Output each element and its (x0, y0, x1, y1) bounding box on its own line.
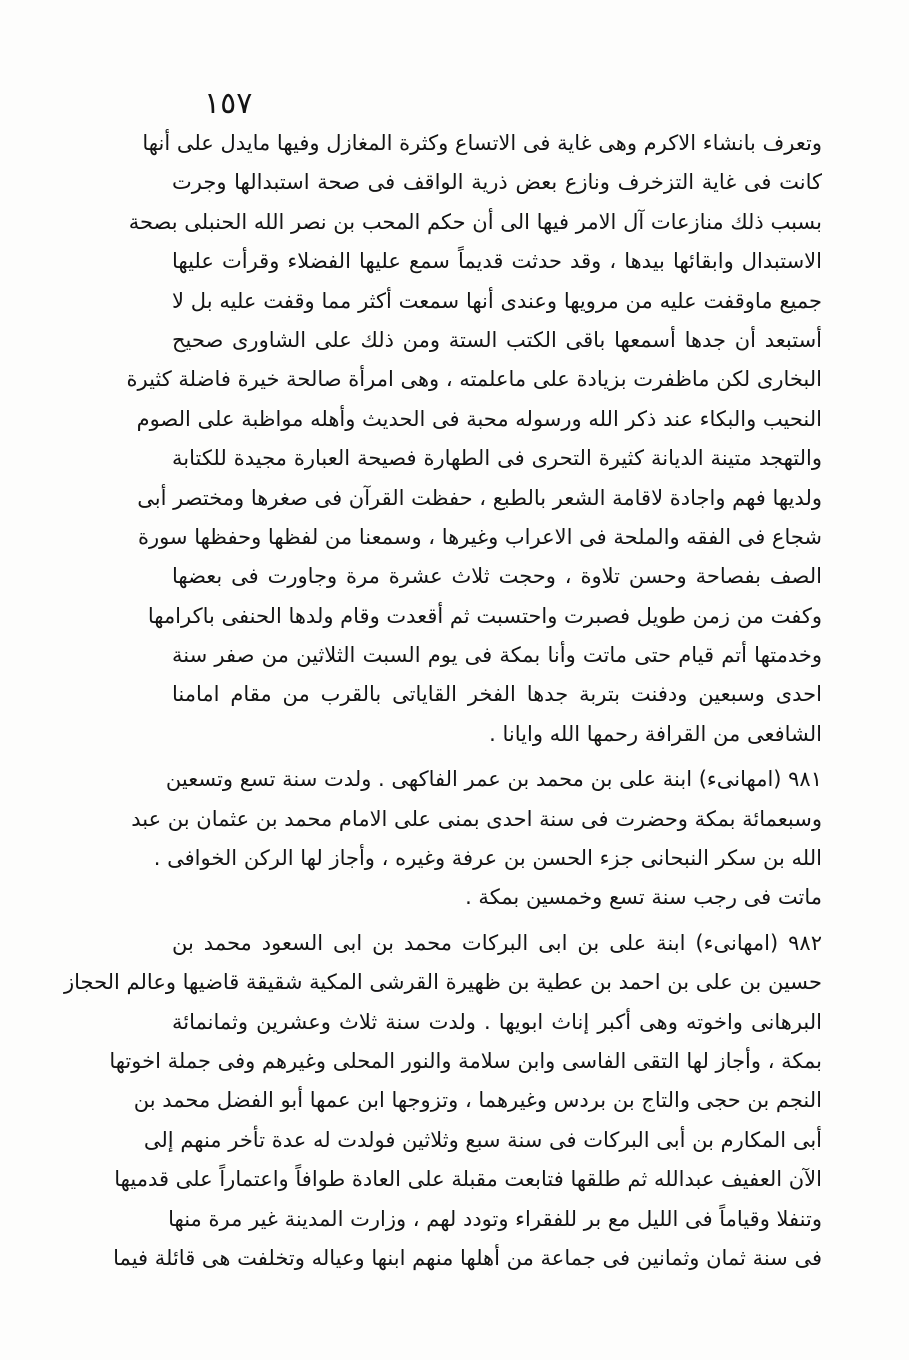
text-line: وخدمتها أتم قيام حتى ماتت وأنا بمكة فى يوم السبت الثلاثين من صفر سنة (172, 643, 822, 668)
text-line: حسين بن على بن احمد بن عطية بن ظهيرة القرشى المكية شقيقة قاضيها وعالم الحجاز (63, 970, 822, 995)
text-line: كانت فى غاية التزخرف ونازع بعض ذرية الواقف فى صحة استبدالها وجرت (172, 170, 822, 195)
text-line: الله بن سكر النبحانى جزء الحسن بن عرفة وغيره ، وأجاز لها الركن الخوافى . (153, 846, 822, 871)
text-line: وكفت من زمن طويل فصبرت واحتسبت ثم أقعدت وقام ولدها الحنفى باكرامها (147, 603, 822, 628)
text-line: بسبب ذلك منازعات آل الامر فيها الى أن حكم المحب بن نصر الله الحنبلى بصحة (128, 209, 822, 234)
text-line: وسبعمائة بمكة وحضرت فى سنة احدى بمنى على الامام محمد بن عثمان بن عبد (131, 806, 822, 831)
entry-982 (63, 924, 822, 1279)
paragraph-1 (126, 124, 822, 754)
main-text (63, 124, 822, 1278)
text-line: وتعرف بانشاء الاكرم وهى غاية فى الاتساع وكثرة المغازل وفيها مايدل على أنها (142, 131, 822, 155)
page-number: ١٥٧ (204, 86, 253, 121)
text-line: جميع ماوقفت عليه من مرويها وعندى أنها سمعت أكثر مما وقفت عليه بل لا (172, 288, 822, 313)
text-line: النحيب والبكاء عند ذكر الله ورسوله محبة فى الحديث وأهله مواظبة على الصوم (136, 406, 822, 431)
text-line: النجم بن حجى والتاج بن بردس وغيرهما ، وتزوجها ابن عمها أبو الفضل محمد بن (133, 1088, 822, 1113)
text-line: الصف بفصاحة وحسن تلاوة ، وحجت ثلاث عشرة مرة وجاورت فى بعضها (172, 564, 822, 589)
text-line: البخارى لكن ماظفرت بزيادة على ماعلمته ، وهى امرأة صالحة خيرة فاضلة كثيرة (126, 367, 822, 392)
text-line: ولديها فهم واجادة لاقامة الشعر بالطبع ، حفظت القرآن فى صغرها ومختصر أبى (137, 485, 822, 510)
text-line: ماتت فى رجب سنة تسع وخمسين بمكة . (465, 885, 822, 910)
text-line: الآن العفيف عبدالله ثم طلقها فتابعت مقبلة على العادة طوافاً واعتماراً على قدميها (114, 1167, 822, 1192)
text-line: بمكة ، وأجاز لها التقى الفاسى وابن سلامة والنور المحلى وغيرهم وفى جملة اخوتها (109, 1048, 822, 1073)
text-line: أستبعد أن جدها أسمعها باقى الكتب الستة ومن ذلك على الشاورى صحيح (172, 327, 822, 352)
entry-981 (131, 760, 822, 918)
text-line: احدى وسبعين ودفنت بتربة جدها الفخر القاياتى بالقرب من مقام امامنا (172, 682, 822, 707)
text-line: والتهجد متينة الديانة كثيرة التحرى فى الطهارة فصيحة العبارة مجيدة للكتابة (172, 446, 822, 471)
text-line: شجاع فى الفقه والملحة فى الاعراب وغيرها ، وسمعنا من لفظها وحفظها سورة (137, 524, 822, 549)
text-line: الشافعى من القرافة رحمها الله وايانا . (489, 721, 822, 746)
text-line: فى سنة ثمان وثمانين فى جماعة من أهلها منهم ابنها وعياله وتخلفت هى قائلة فيما (113, 1245, 822, 1270)
text-line: الاستبدال وابقائها بيدها ، وقد حدثت قديماً سمع عليها الفضلاء وقرأت عليها (172, 249, 822, 274)
text-line: البرهانى واخوته وهى أكبر إناث ابويها . ولدت سنة ثلاث وعشرين وثمانمائة (172, 1009, 822, 1034)
text-line: أبى المكارم بن أبى البركات فى سنة سبع وثلاثين فولدت له عدة تأخر منهم إلى (143, 1127, 822, 1152)
text-line: ٩٨٢ (امهانىء) ابنة على بن ابى البركات محمد بن ابى السعود محمد بن (172, 930, 822, 955)
text-line: وتنفلا وقياماً فى الليل مع بر للفقراء وتودد لهم ، وزارت المدينة غير مرة منها (168, 1206, 822, 1231)
text-line: ٩٨١ (امهانىء) ابنة على بن محمد بن عمر الفاكهى . ولدت سنة تسع وتسعين (165, 767, 822, 792)
